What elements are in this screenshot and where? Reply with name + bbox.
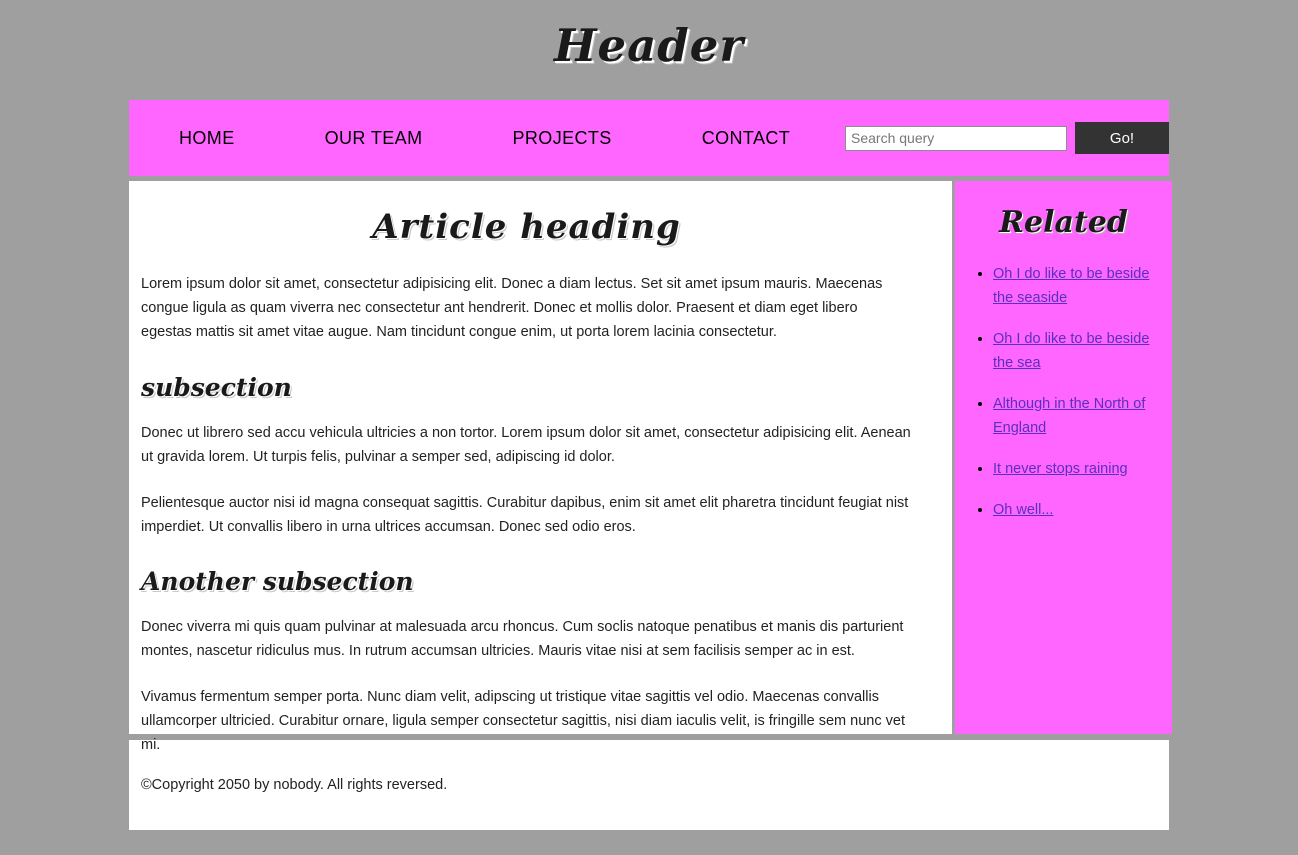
page-title: Header (553, 18, 745, 72)
list-item[interactable] (993, 392, 1160, 440)
related-link-oh-well[interactable]: Oh well... (993, 502, 1054, 518)
nav-link-list (129, 128, 790, 149)
subsection-2-paragraph-2: Vivamus fermentum semper porta. Nunc diam velit, adipscing ut tristique vitae sagittis vel odio. Maecenas convallis ullamcorper ultricied. Curabitur ornare, ligula semper consectetur sagittis, nisi diam iaculis velit, is fringille sem nunc vet mi. (141, 689, 905, 754)
list-item[interactable] (993, 327, 1160, 375)
related-link-list (967, 262, 1160, 522)
search-form (845, 122, 1169, 154)
nav-link-projects[interactable]: PROJECTS (512, 127, 612, 148)
content-row (129, 181, 1169, 754)
nav-item-contact[interactable] (702, 128, 790, 149)
subsection-2-heading: Another subsection (141, 567, 414, 597)
related-link-never-stops-raining[interactable]: It never stops raining (993, 461, 1128, 477)
sidebar-title: Related (999, 205, 1128, 240)
related-link-seaside[interactable]: Oh I do like to be beside the seaside (993, 266, 1150, 306)
list-item[interactable] (993, 262, 1160, 310)
site-header (129, 0, 1169, 100)
nav-link-home[interactable]: HOME (179, 127, 235, 148)
article-intro-paragraph: Lorem ipsum dolor sit amet, consectetur adipisicing elit. Donec a diam lectus. Set sit amet ipsum mauris. Maecenas congue ligula as quam viverra nec consectetur ant hendrerit. Donec et mollis dolor. Praesent et diam eget libero egestas mattis sit amet vitae augue. Nam tincidunt congue enim, ut porta lorem lacinia consectetur. (141, 276, 883, 340)
nav-item-projects[interactable] (513, 128, 612, 149)
subsection-1-paragraph-1: Donec ut librero sed accu vehicula ultricies a non tortor. Lorem ipsum dolor sit amet, consectetur adipisicing elit. Aenean ut gravida lorem. Ut turpis felis, pulvinar a semper sed, adipiscing id dolor. (141, 424, 911, 465)
nav-link-contact[interactable]: CONTACT (701, 127, 791, 148)
copyright-text: ©Copyright 2050 by nobody. All rights reversed. (141, 777, 448, 793)
subsection-1-heading: subsection (141, 372, 292, 402)
article-heading: Article heading (372, 207, 681, 247)
nav-item-home[interactable] (179, 128, 235, 149)
search-submit-button[interactable]: Go! (1075, 122, 1169, 154)
related-link-sea[interactable]: Oh I do like to be beside the sea (993, 331, 1150, 371)
list-item[interactable] (993, 498, 1160, 522)
subsection-1-paragraph-2: Pelientesque auctor nisi id magna consequat sagittis. Curabitur dapibus, enim sit amet elit pharetra tincidunt feugiat nist imperdiet. Ut convallis libero in urna ultrices accumsan. Donec sed odio eros. (141, 494, 909, 535)
nav-item-our-team[interactable] (325, 128, 423, 149)
nav-link-our-team[interactable]: OUR TEAM (324, 127, 423, 148)
related-link-north-of-england[interactable]: Although in the North of England (993, 396, 1146, 436)
subsection-2-paragraph-1: Donec viverra mi quis quam pulvinar at malesuada arcu rhoncus. Cum soclis natoque penatibus et manis dis parturient montes, nascetur ridiculus mus. In rutrum accumsan ultricies. Mauris vitae nisi at sem facilisis semper ac in est. (141, 619, 904, 660)
page-container (129, 0, 1169, 830)
related-sidebar (955, 181, 1172, 734)
main-navigation (129, 100, 1169, 176)
article-content (129, 181, 952, 754)
list-item[interactable] (993, 457, 1160, 481)
search-input[interactable] (845, 126, 1067, 151)
